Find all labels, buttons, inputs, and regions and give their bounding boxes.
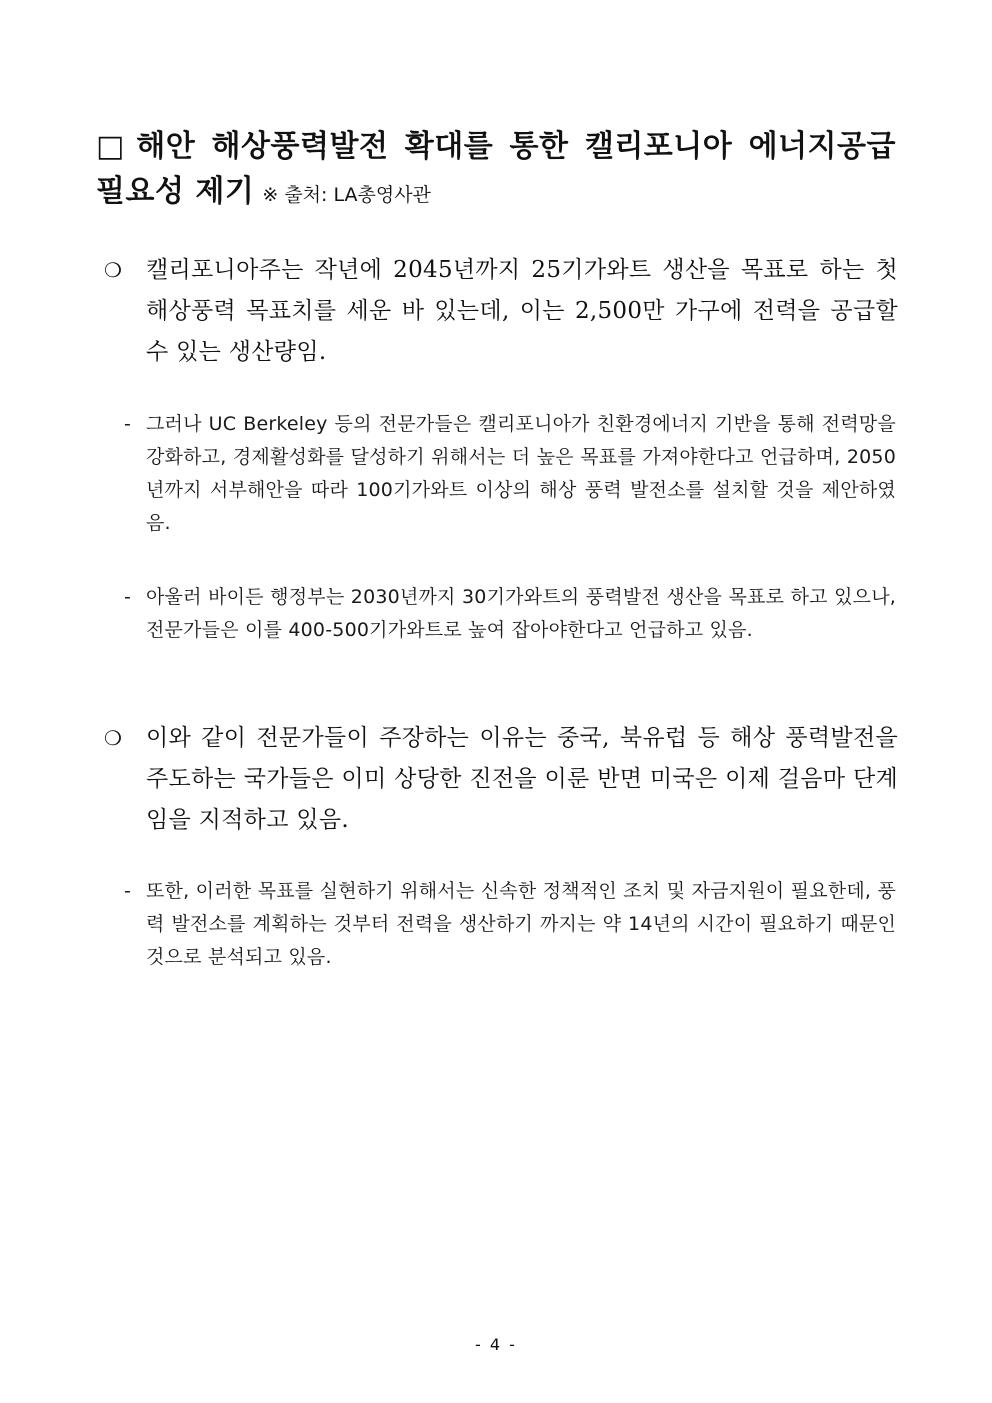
section-2-detail-1 bbox=[124, 875, 896, 974]
section-2-text: 이와 같이 전문가들이 주장하는 이유는 중국, 북유럽 등 해상 풍력발전을 주도하는 국가들은 이미 상당한 진전을 이룬 반면 미국은 이제 걸음마 단계임을 지적하고 있음. bbox=[146, 725, 898, 833]
heading-source: ※ 출처: LA총영사관 bbox=[262, 184, 431, 206]
section-2-detail-1-text: 또한, 이러한 목표를 실현하기 위해서는 신속한 정책적인 조치 및 자금지원이 필요한데, 풍력 발전소를 계획하는 것부터 전력을 생산하기 까지는 약 14년의 시간이 필요하기 때문인 것으로 분석되고 있음. bbox=[146, 880, 896, 968]
heading-box-symbol: □ bbox=[96, 129, 131, 164]
section-1-detail-1-text: 그러나 UC Berkeley 등의 전문가들은 캘리포니아가 친환경에너지 기반을 통해 전력망을 강화하고, 경제활성화를 달성하기 위해서는 더 높은 목표를 가져야한다고 언급하며, 2050년까지 서부해안을 따라 100기가와트 이상의 해상 풍력 발전소를 설치할 것을 제안하였음. bbox=[146, 413, 896, 534]
dash-marker: - bbox=[124, 413, 131, 435]
section-1-text: 캘리포니아주는 작년에 2045년까지 25기가와트 생산을 목표로 하는 첫 해상풍력 목표치를 세운 바 있는데, 이는 2,500만 가구에 전력을 공급할 수 있는 생산량임. bbox=[146, 257, 898, 365]
section-2-bullet-paragraph bbox=[104, 718, 898, 841]
page-number: - 4 - bbox=[475, 1335, 517, 1354]
circle-bullet-icon: ❍ bbox=[104, 726, 122, 750]
section-1-detail-2 bbox=[124, 581, 896, 647]
circle-bullet-icon: ❍ bbox=[104, 258, 122, 282]
section-1-detail-2-text: 아울러 바이든 행정부는 2030년까지 30기가와트의 풍력발전 생산을 목표로 하고 있으나, 전문가들은 이를 400-500기가와트로 높여 잡아야한다고 언급하고 있음. bbox=[146, 586, 896, 641]
section-1-detail-1 bbox=[124, 408, 896, 540]
document-heading bbox=[96, 124, 896, 218]
dash-marker: - bbox=[124, 880, 131, 902]
dash-marker: - bbox=[124, 586, 131, 608]
section-1-bullet-paragraph bbox=[104, 250, 898, 373]
heading-title: 해안 해상풍력발전 확대를 통한 캘리포니아 에너지공급 필요성 제기 bbox=[96, 129, 896, 209]
